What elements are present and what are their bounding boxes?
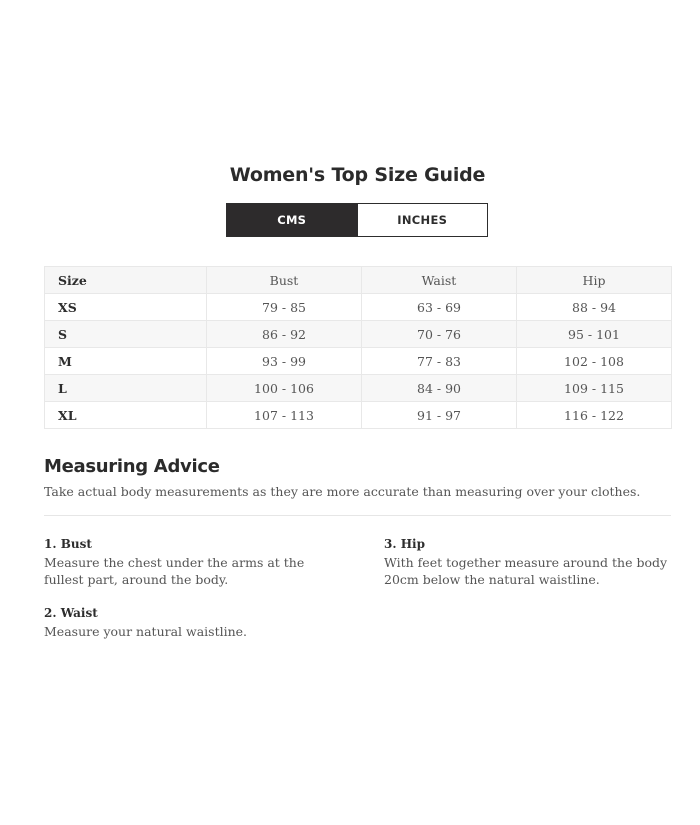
bust-cell: 86 - 92 [207, 321, 362, 348]
size-table [44, 266, 672, 429]
tip-text: With feet together measure around the body 20cm below the natural waistline. [384, 555, 668, 587]
tip-waist [44, 605, 344, 640]
tip-title: 3. Hip [384, 537, 425, 551]
tip-text: Measure your natural waistline. [44, 624, 248, 639]
measuring-advice-heading: Measuring Advice [44, 456, 220, 477]
tip-bust [44, 536, 334, 588]
size-cell: XL [45, 402, 207, 429]
table-row [45, 375, 672, 402]
header-size: Size [45, 267, 207, 294]
tip-title: 2. Waist [44, 606, 98, 620]
hip-cell: 109 - 115 [517, 375, 672, 402]
waist-cell: 91 - 97 [362, 402, 517, 429]
waist-cell: 63 - 69 [362, 294, 517, 321]
header-waist: Waist [362, 267, 517, 294]
unit-toggle [226, 203, 488, 237]
hip-cell: 95 - 101 [517, 321, 672, 348]
waist-cell: 77 - 83 [362, 348, 517, 375]
size-cell: M [45, 348, 207, 375]
table-row [45, 294, 672, 321]
waist-cell: 70 - 76 [362, 321, 517, 348]
table-row [45, 402, 672, 429]
tip-title: 1. Bust [44, 537, 92, 551]
bust-cell: 107 - 113 [207, 402, 362, 429]
size-cell: L [45, 375, 207, 402]
hip-cell: 102 - 108 [517, 348, 672, 375]
tip-hip [384, 536, 674, 588]
cms-button[interactable]: CMS [227, 204, 357, 236]
bust-cell: 79 - 85 [207, 294, 362, 321]
size-cell: S [45, 321, 207, 348]
size-cell: XS [45, 294, 207, 321]
header-bust: Bust [207, 267, 362, 294]
measuring-advice-intro: Take actual body measurements as they are more accurate than measuring over your clothes. [44, 484, 641, 499]
tip-text: Measure the chest under the arms at the fullest part, around the body. [44, 555, 305, 587]
table-row [45, 348, 672, 375]
header-hip: Hip [517, 267, 672, 294]
inches-button[interactable]: INCHES [357, 204, 488, 236]
hip-cell: 88 - 94 [517, 294, 672, 321]
page-title: Women's Top Size Guide [229, 164, 486, 186]
table-row [45, 321, 672, 348]
bust-cell: 100 - 106 [207, 375, 362, 402]
divider [44, 515, 671, 516]
waist-cell: 84 - 90 [362, 375, 517, 402]
table-header-row [45, 267, 672, 294]
bust-cell: 93 - 99 [207, 348, 362, 375]
hip-cell: 116 - 122 [517, 402, 672, 429]
